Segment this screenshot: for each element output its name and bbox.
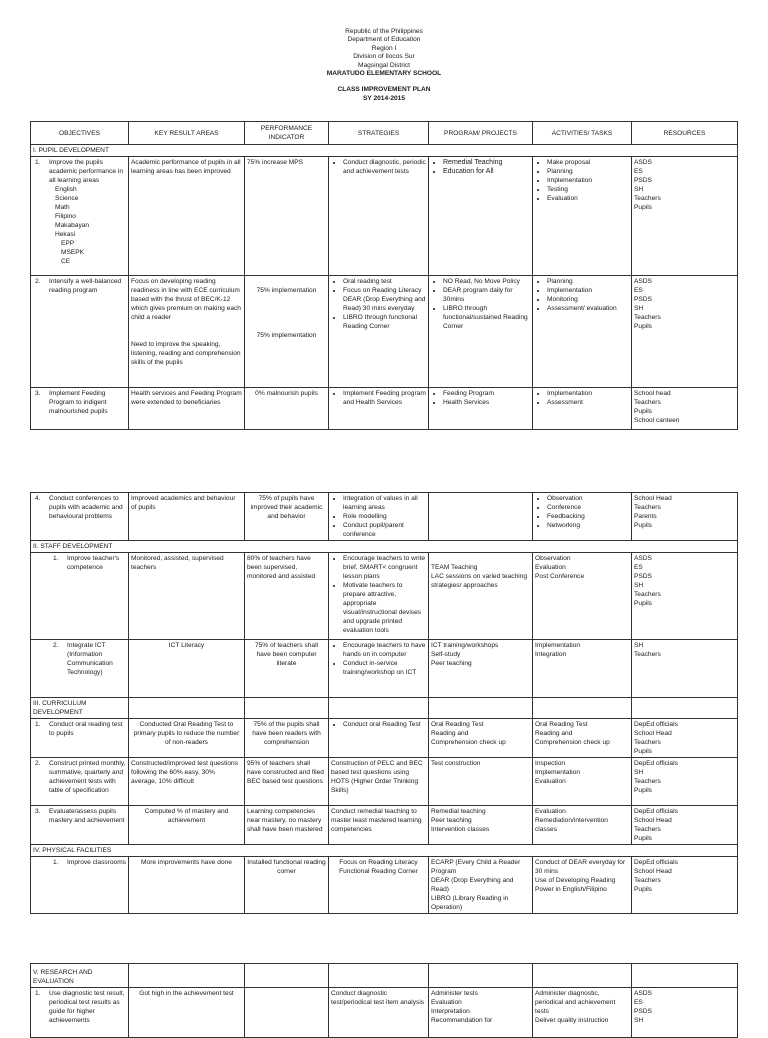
strategy-item: • Encourage teachers to write brief, SMART< congruent lesson plans [343,554,426,581]
resource-item: DepEd officials [634,808,678,815]
strategies-cell: Conduct remedial teaching to master least mastered learning competencies [329,806,429,845]
activities-cell [533,758,632,806]
header-line-deped: Department of Education [347,36,421,44]
resource-item: Parents [634,513,657,520]
strategies-cell [329,719,429,758]
resource-item: SH [634,186,644,193]
resource-item: SH [634,769,644,776]
programs-cell [429,806,533,845]
objective-text: Intensify a well-balanced reading program [49,278,122,294]
objective-text: Improve teacher's competence [67,555,120,571]
resource-item: ES [634,168,643,175]
indicator-cell [245,988,329,1038]
resource-item: Pupils [634,522,652,529]
table-row [31,806,738,845]
resource-item: ASDS [634,278,652,285]
resource-item: PSDS [634,296,652,303]
col-performance-indicator: PERFORMANCE INDICATOR [245,122,329,145]
objective-text: Construct printed monthly, summative, quarterly and achievement tests with table of specification [49,760,126,794]
resource-item: ASDS [634,555,652,562]
activity-item: • Evaluation [547,194,629,203]
kra-cell [129,276,245,388]
subject-item: Hekasi [55,231,76,238]
row-number: 3. [35,808,41,815]
objective-text: Evaluate/assess pupils mastery and achievement [49,808,125,824]
strategies-cell [329,388,429,430]
kra-cell: Academic performance of pupils in all learning areas has been improved [129,157,245,276]
school-name: MARATUDO ELEMENTARY SCHOOL [326,70,442,78]
activity-item: Evaluation [535,564,566,571]
resource-item: Pupils [634,886,652,893]
strategies-cell [329,640,429,698]
row-number: 1. [35,990,41,997]
resource-item: School canteen [634,417,680,424]
subject-item: Filipino [55,213,76,220]
activity-item: Post Conference [535,573,585,580]
programs-cell [429,640,533,698]
resource-item: School Head [634,868,672,875]
plan-title: CLASS IMPROVEMENT PLAN [337,86,431,94]
strategy-item: • LIBRO through functional Reading Corner [343,313,426,331]
plan-table-part-1 [30,121,738,430]
program-item: LIBRO (Library Reading in Operation) [431,895,509,911]
col-strategies: STRATEGIES [329,122,429,145]
col-activities: ACTIVITIES/ TASKS [533,122,632,145]
activity-item: Use of Developing Reading Power in English/Filipino [535,877,616,893]
activities-cell [533,493,632,541]
table-row [31,857,738,914]
kra-cell: Monitored, assisted, supervised teachers [129,553,245,640]
strategies-cell: Focus on Reading Literacy Functional Reading Corner [329,857,429,914]
program-item: Administer tests [431,990,478,997]
resource-item: School Head [634,495,672,502]
program-item: ECARP (Every Child a Reader Program [431,859,521,875]
table-row [31,553,738,640]
row-number: 4. [35,495,41,502]
strategy-item: • Focus on Reading Literacy DEAR (Drop Everything and Read) 30 mins everyday [343,286,426,313]
strategies-cell [329,157,429,276]
section-pupil-development: I. PUPIL DEVELOPMENT [31,145,738,157]
activities-cell [533,988,632,1038]
program-item: • NO Read, No Move Policy [443,277,530,286]
document-header [0,28,768,103]
resources-cell [632,640,738,698]
strategy-item: • Conduct pupil/parent conference [343,521,426,539]
resources-cell [632,276,738,388]
programs-cell [429,388,533,430]
resource-item: PSDS [634,573,652,580]
kra-cell: More improvements have done [129,857,245,914]
resource-item: Teachers [634,195,661,202]
programs-cell [429,758,533,806]
objective-cell [31,758,129,806]
kra-cell: Health services and Feeding Program were extended to beneficiaries [129,388,245,430]
col-objectives: OBJECTIVES [31,122,129,145]
subject-item: Math [55,204,70,211]
strategy-item: • Encourage teachers to have hands on in computer [343,641,426,659]
indicator-cell: Installed functional reading corner [245,857,329,914]
activity-item: • Testing [547,185,629,194]
activity-item: • Planning [547,277,629,286]
resource-item: Pupils [634,787,652,794]
activities-cell [533,640,632,698]
program-item: TEAM Teaching [431,564,478,571]
table-row [31,988,738,1038]
resource-item: DepEd officials [634,859,678,866]
resources-cell [632,857,738,914]
resources-cell [632,388,738,430]
table-row [31,719,738,758]
objective-text: Improve the pupils academic performance in all learning areas [49,159,124,184]
section-staff-development: II. STAFF DEVELOPMENT [31,541,738,553]
row-number: 3. [35,390,41,397]
program-item: Peer teaching [431,817,472,824]
activity-item: Observation [535,555,571,562]
activity-item: Implementation [535,769,581,776]
school-year: SY 2014-2015 [362,94,406,102]
activity-item: • Networking [547,521,629,530]
program-item: Self-study [431,651,461,658]
resources-cell [632,758,738,806]
objective-cell [31,157,129,276]
program-item: Recommendation for [431,1017,493,1024]
activity-item: Implementation [535,642,581,649]
strategies-cell: Conduct diagnostic test/periodical test item analysis [329,988,429,1038]
objective-text: Improve classrooms [67,859,126,866]
section-row [31,698,738,719]
programs-cell [429,553,533,640]
activity-item: • Observation [547,494,629,503]
resource-item: Teachers [634,826,661,833]
indicator-cell: 0% malnourish pupils [245,388,329,430]
objective-text: Integrate ICT (Information Communication Technology) [67,642,113,676]
resource-item: Teachers [634,399,661,406]
program-item: LAC sessions on varied teaching strategies/ approaches [431,573,528,589]
programs-cell [429,988,533,1038]
activities-cell [533,157,632,276]
header-line-division: Division of Ilocos Sur [353,53,415,61]
resource-item: ES [634,287,643,294]
objective-cell [31,640,129,698]
table-row [31,640,738,698]
resource-item: Teachers [634,504,661,511]
resource-item: SH [634,582,644,589]
objective-cell [31,553,129,640]
row-number: 2. [35,760,41,767]
objective-cell [31,857,129,914]
activities-cell [533,857,632,914]
activities-cell [533,276,632,388]
activity-item: • Assessment [547,398,629,407]
resource-item: SH [634,1017,644,1024]
activity-item: • Implementation [547,286,629,295]
resources-cell [632,493,738,541]
program-item: DEAR (Drop Everything and Read) [431,877,514,893]
resource-item: SH [634,305,644,312]
resource-item: Pupils [634,408,652,415]
resource-item: Teachers [634,877,661,884]
kra-cell: Conducted Oral Reading Test to primary pupils to reduce the number of non-readers [129,719,245,758]
objective-cell [31,988,129,1038]
resources-cell [632,988,738,1038]
program-item: Comprehension check up [431,739,506,746]
kra-cell: Computed % of mastery and achievement [129,806,245,845]
resource-item: SH [634,642,644,649]
resource-item: Teachers [634,651,661,658]
objective-cell [31,276,129,388]
resource-item: ES [634,564,643,571]
activity-item: • Monitoring [547,295,629,304]
program-item: Reading and [431,730,469,737]
strategy-item: • Conduct diagnostic, periodic and achievement tests [343,158,426,176]
strategy-item: • Conduct oral Reading Test [343,720,426,729]
section-physical-facilities: IV. PHYSICAL FACILITIES [31,845,738,857]
program-item: Interpretation [431,1008,470,1015]
strategy-item: • Implement Feeding program and Health Services [343,389,426,407]
strategies-cell [329,553,429,640]
programs-cell [429,857,533,914]
section-row [31,964,738,988]
strategy-item: • Conduct in-service training/workshop on ICT [343,659,426,677]
table-row [31,388,738,430]
strategy-item: • Motivate teachers to prepare attractive, appropriate visual/instructional devises and upgrade printed evaluation tools [343,581,426,635]
table-row [31,276,738,388]
resource-item: Pupils [634,204,652,211]
activities-cell [533,388,632,430]
objective-text: Conduct oral reading test to pupils [49,721,123,737]
program-item: Oral Reading Test [431,721,484,728]
program-item: • Education for All [443,167,530,176]
row-number: 1. [35,159,41,166]
activities-cell [533,719,632,758]
resources-cell [632,157,738,276]
table-header-row [31,122,738,145]
resource-item: PSDS [634,1008,652,1015]
strategies-cell [329,493,429,541]
strategy-item: • Integration of values in all learning areas [343,494,426,512]
resource-item: Pupils [634,323,652,330]
program-item: • Feeding Program [443,389,530,398]
programs-cell [429,493,533,541]
table-row [31,758,738,806]
col-key-result-areas: KEY RESULT AREAS [129,122,245,145]
indicator-cell: Learning competencies near mastery, no mastery shall have been mastered [245,806,329,845]
resource-item: Pupils [634,835,652,842]
activity-item: • Conference [547,503,629,512]
activity-item: Oral Reading Test [535,721,588,728]
program-item: Peer teaching [431,660,472,667]
activity-item: Evaluation [535,778,566,785]
program-item: Remedial teaching [431,808,486,815]
objective-cell [31,388,129,430]
objective-cell [31,719,129,758]
objective-cell [31,493,129,541]
activity-item: Deliver quality instruction [535,1017,609,1024]
col-programs: PROGRAM/ PROJECTS [429,122,533,145]
program-item: • Health Services [443,398,530,407]
activity-item: Integration [535,651,567,658]
programs-cell [429,157,533,276]
subject-item: Makabayan [55,222,90,229]
subject-item: Science [55,195,79,202]
table-row [31,157,738,276]
kra-cell: Constructed/improved test questions following the 60% easy, 30% average, 10% difficult [129,758,245,806]
activities-cell [533,553,632,640]
resources-cell [632,719,738,758]
indicator-cell: 75% increase MPS [245,157,329,276]
kra-text: Need to improve the speaking, listening, reading and comprehension skills of the pupils [131,341,241,366]
activity-item: Inspection [535,760,566,767]
activity-item: • Make proposal [547,158,629,167]
activity-item: • Implementation [547,389,629,398]
resource-item: ES [634,999,643,1006]
resource-item: School Head [634,730,672,737]
strategy-item: • Role modelling [343,512,426,521]
objective-text: Use diagnostic test result, periodical test results as guide for higher achievements [49,990,125,1024]
resources-cell [632,553,738,640]
section-row [31,145,738,157]
kra-text: Focus on developing reading readiness in line with ECE curriculum based with the thrust of BEC/K-12 which gives premium on making each child a reader [131,278,241,321]
subject-item: CE [61,258,71,265]
resource-item: Pupils [634,600,652,607]
activity-item: Evaluation [535,808,566,815]
kra-cell: Got high in the achievement test [129,988,245,1038]
objective-text: Conduct conferences to pupils with academic and behavioural problems [49,495,123,520]
resource-item: DepEd officials [634,721,678,728]
activity-item: • Planning [547,167,629,176]
resource-item: Teachers [634,591,661,598]
resource-item: Pupils [634,748,652,755]
row-number: 2. [35,278,41,285]
subject-item: English [55,186,77,193]
programs-cell [429,276,533,388]
activity-item: • Feedbacking [547,512,629,521]
strategies-cell: Construction of PELC and BEC based test questions using HOTS (Higher Order Thinking Skills) [329,758,429,806]
indicator-text: 75% implementation [256,287,317,294]
program-item: Evaluation [431,999,462,1006]
resource-item: School head [634,390,671,397]
row-number: 2. [53,642,59,649]
section-row [31,541,738,553]
subject-item: MSEPK [61,249,85,256]
activity-item: Reading and [535,730,573,737]
activity-item: • Implementation [547,176,629,185]
kra-cell: Improved academics and behaviour of pupils [129,493,245,541]
activities-cell [533,806,632,845]
program-item: Test construction [431,760,481,767]
resource-item: ASDS [634,990,652,997]
row-number: 1. [35,721,41,728]
indicator-cell: 80% of teachers have been supervised, monitored and assisted [245,553,329,640]
resource-item: Teachers [634,739,661,746]
resource-item: Teachers [634,778,661,785]
header-line-republic: Republic of the Philippines [345,28,423,35]
section-curriculum-development: III. CURRICULUM DEVELOPMENT [31,698,129,719]
objective-cell [31,806,129,845]
activity-item: Administer diagnostic, periodical and achievement tests [535,990,616,1015]
indicator-cell [245,276,329,388]
objective-text: Implement Feeding Program to indigent malnourished pupils [49,390,108,415]
resources-cell [632,806,738,845]
activity-item: Conduct of DEAR everyday for 30 mins [535,859,626,875]
resource-item: PSDS [634,177,652,184]
header-line-district: Magsingal District [357,61,411,69]
section-row [31,845,738,857]
indicator-cell: 75% of the pupils shall have been readers with comprehension [245,719,329,758]
indicator-cell: 75% of pupils have improved their academic and behavior [245,493,329,541]
resource-item: School Head [634,817,672,824]
col-resources: RESOURCES [632,122,738,145]
table-row [31,493,738,541]
row-number: 1. [53,859,59,866]
program-item: ICT training/workshops [431,642,499,649]
resource-item: DepEd officials [634,760,678,767]
plan-table-part-2 [30,492,738,914]
header-line-region: Region I [371,44,397,52]
indicator-cell: 75% of teachers shall have been computer literate [245,640,329,698]
section-research-evaluation: V. RESEARCH AND EVALUATION [31,964,129,988]
row-number: 1. [53,555,59,562]
resource-item: ASDS [634,159,652,166]
activity-item: Comprehension check up [535,739,610,746]
indicator-cell: 95% of teachers shall have constructed and filed BEC based test questions [245,758,329,806]
activity-item: Remediation/intervention classes [535,817,608,833]
plan-table-part-3 [30,963,738,1038]
program-item: • LIBRO through functional/sustained Reading Corner [443,304,530,331]
strategy-item: • Oral reading test [343,277,426,286]
program-item: Intervention classes [431,826,490,833]
programs-cell [429,719,533,758]
strategies-cell [329,276,429,388]
kra-cell: ICT Literacy [129,640,245,698]
program-item: • DEAR program daily for 30mins [443,286,530,304]
subject-item: EPP [61,240,75,247]
activity-item: • Assessment/ evaluation [547,304,629,313]
resource-item: Teachers [634,314,661,321]
program-item: • Remedial Teaching [443,158,530,167]
indicator-text: 75% implementation [256,332,317,339]
